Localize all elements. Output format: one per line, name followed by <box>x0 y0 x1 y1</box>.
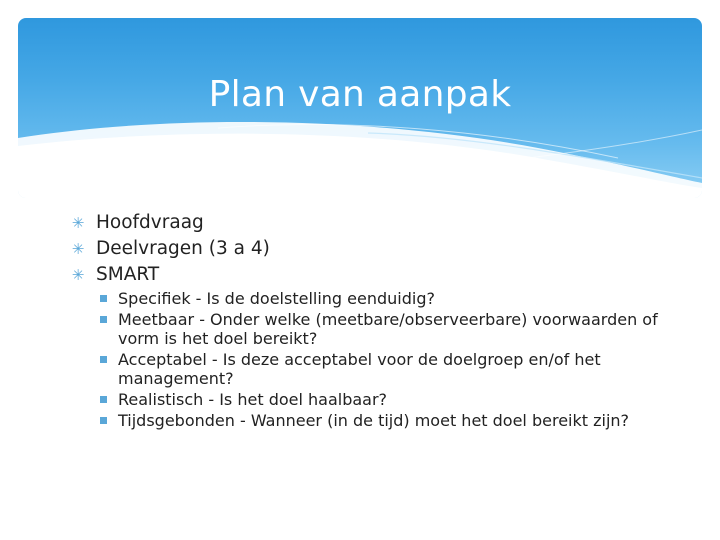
slide-title: Plan van aanpak <box>208 74 512 115</box>
square-icon <box>100 417 107 424</box>
sub-bullet-item <box>96 351 670 388</box>
sub-bullet-text: Specifiek - Is de doelstelling eenduidig? <box>118 289 435 308</box>
bullet-text: Hoofdvraag <box>96 212 204 233</box>
sub-bullet-text: Meetbaar - Onder welke (meetbare/observeerbare) voorwaarden of vorm is het doel bereikt? <box>118 310 658 348</box>
bullet-item <box>70 236 670 262</box>
sub-bullet-item <box>96 412 670 430</box>
bullet-item <box>70 210 670 236</box>
sub-bullet-text: Realistisch - Is het doel haalbaar? <box>118 390 388 410</box>
square-icon <box>100 316 107 323</box>
sub-bullet-item <box>96 290 670 308</box>
square-icon <box>100 396 107 403</box>
square-icon <box>100 295 107 302</box>
bullet-list <box>70 210 670 434</box>
bullet-text: SMART <box>96 264 160 285</box>
sub-bullet-item <box>96 311 670 348</box>
bullet-text: Deelvragen (3 a 4) <box>96 238 270 259</box>
asterisk-icon: ✳ <box>71 240 85 258</box>
asterisk-icon: ✳ <box>71 266 85 284</box>
bullet-item <box>70 262 670 288</box>
square-icon <box>100 356 107 363</box>
sub-bullet-text: Tijdsgebonden - Wanneer (in de tijd) moet het doel bereikt zijn? <box>118 411 630 431</box>
sub-bullet-text: Acceptabel - Is deze acceptabel voor de doelgroep en/of het management? <box>118 350 601 388</box>
sub-bullet-list <box>96 290 670 431</box>
sub-bullet-item <box>96 391 670 409</box>
asterisk-icon: ✳ <box>71 214 85 232</box>
title-banner <box>18 18 702 198</box>
